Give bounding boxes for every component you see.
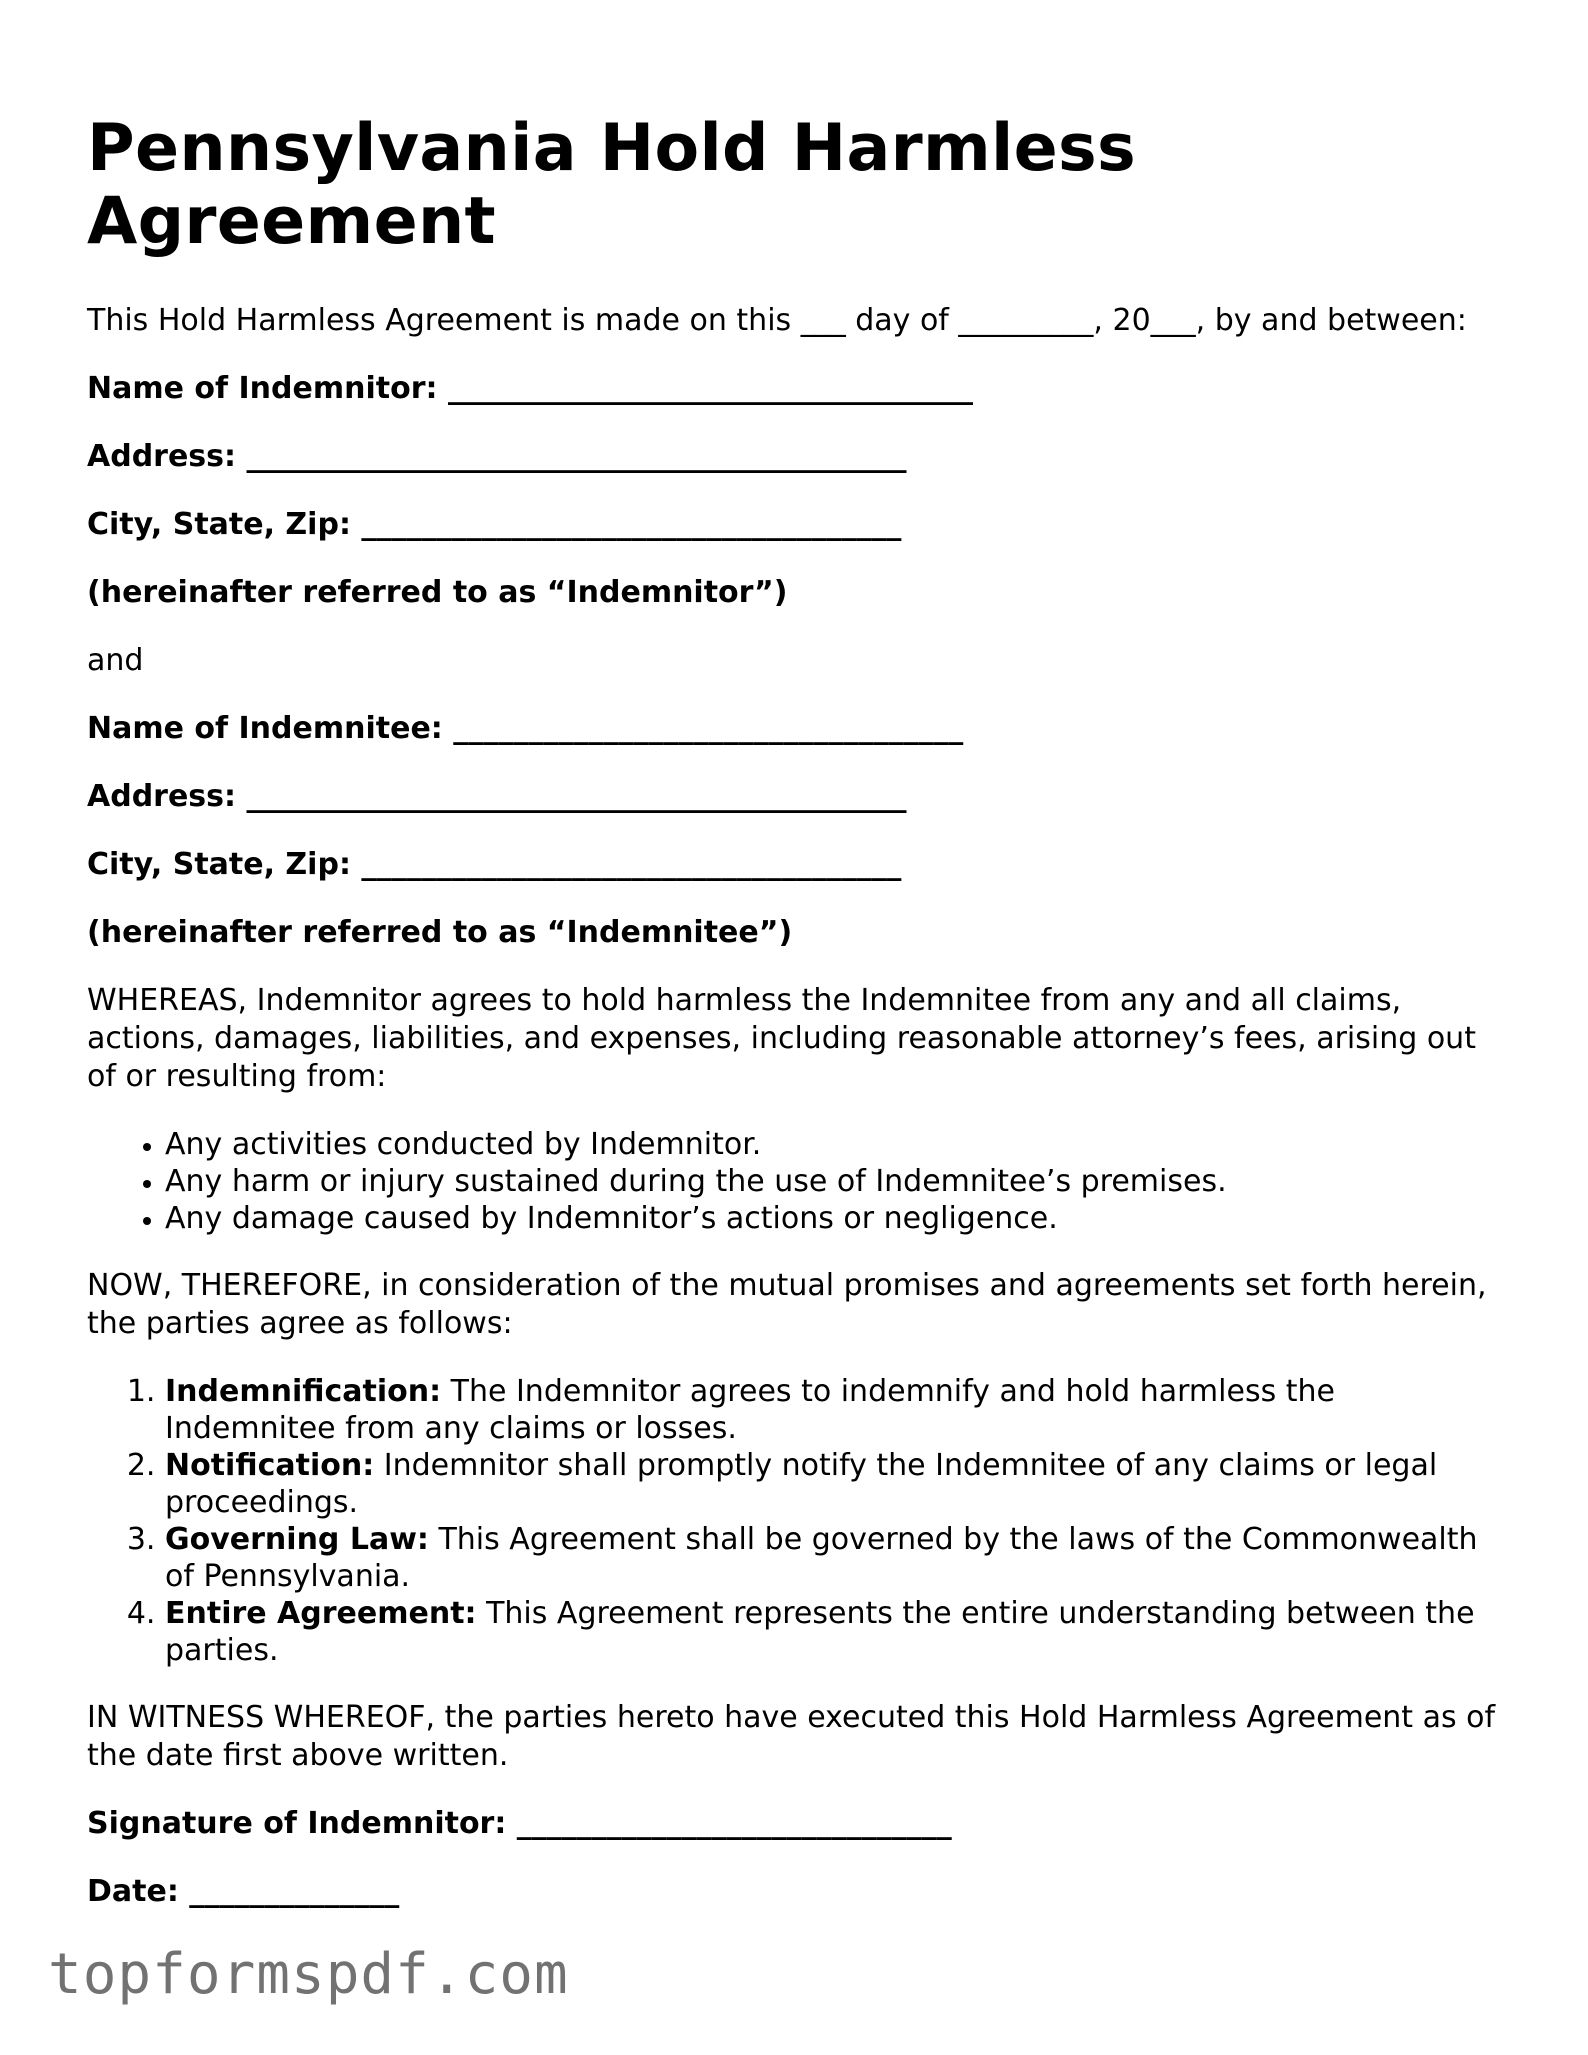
indemnitee-address-field[interactable]: Address: ____________________________________________ <box>87 779 907 814</box>
and-text: and <box>87 643 144 678</box>
term-label: Indemnification: <box>165 1374 442 1409</box>
term-item-entire-agreement <box>165 1595 1497 1669</box>
indemnitor-name-field[interactable]: Name of Indemnitor: ___________________________________ <box>87 371 973 406</box>
indemnitor-address-field[interactable]: Address: ____________________________________________ <box>87 439 907 474</box>
list-item: • Any activities conducted by Indemnitor. <box>165 1126 1497 1163</box>
term-text: Indemnitor shall promptly notify the Indemnitee of any claims or legal proceedings. <box>165 1448 1438 1520</box>
indemnitee-name-field[interactable]: Name of Indemnitee: __________________________________ <box>87 711 964 746</box>
whereas-paragraph: WHEREAS, Indemnitor agrees to hold harmless the Indemnitee from any and all claims, actions, damages, liabilities, and expenses, including reasonable attorney’s fees, arising out of or resulting from: <box>87 983 1476 1094</box>
terms-list <box>87 1373 1497 1669</box>
document <box>87 112 1497 1941</box>
now-therefore-paragraph: NOW, THEREFORE, in consideration of the mutual promises and agreements set forth herein, the parties agree as follows: <box>87 1268 1487 1341</box>
term-text: This Agreement represents the entire understanding between the parties. <box>165 1596 1475 1668</box>
term-label: Governing Law: <box>165 1522 429 1557</box>
term-text: The Indemnitor agrees to indemnify and hold harmless the Indemnitee from any claims or losses. <box>165 1374 1335 1446</box>
list-item: • Any harm or injury sustained during the use of Indemnitee’s premises. <box>165 1163 1497 1200</box>
list-item: • Any damage caused by Indemnitor’s actions or negligence. <box>165 1200 1497 1237</box>
intro-paragraph: This Hold Harmless Agreement is made on this ___ day of _________, 20___, by and between: <box>87 303 1467 338</box>
witness-paragraph: IN WITNESS WHEREOF, the parties hereto have executed this Hold Harmless Agreement as of the date first above written. <box>87 1700 1496 1773</box>
term-item-indemnification <box>165 1373 1497 1447</box>
date-field[interactable]: Date: ______________ <box>87 1874 400 1909</box>
indemnitee-city-field[interactable]: City, State, Zip: ____________________________________ <box>87 847 902 882</box>
watermark: topformspdf.com <box>48 1942 569 2007</box>
term-item-notification <box>165 1447 1497 1521</box>
whereas-list <box>87 1126 1497 1237</box>
indemnitee-referred-label: (hereinafter referred to as “Indemnitee”) <box>87 915 793 950</box>
term-item-governing-law <box>165 1521 1497 1595</box>
indemnitor-referred-label: (hereinafter referred to as “Indemnitor”) <box>87 575 788 610</box>
indemnitor-city-field[interactable]: City, State, Zip: ____________________________________ <box>87 507 902 542</box>
term-label: Notification: <box>165 1448 375 1483</box>
term-label: Entire Agreement: <box>165 1596 477 1631</box>
term-text: This Agreement shall be governed by the laws of the Commonwealth of Pennsylvania. <box>165 1522 1478 1594</box>
signature-field[interactable]: Signature of Indemnitor: _____________________________ <box>87 1806 952 1841</box>
page-title: Pennsylvania Hold Harmless Agreement <box>87 111 1136 259</box>
